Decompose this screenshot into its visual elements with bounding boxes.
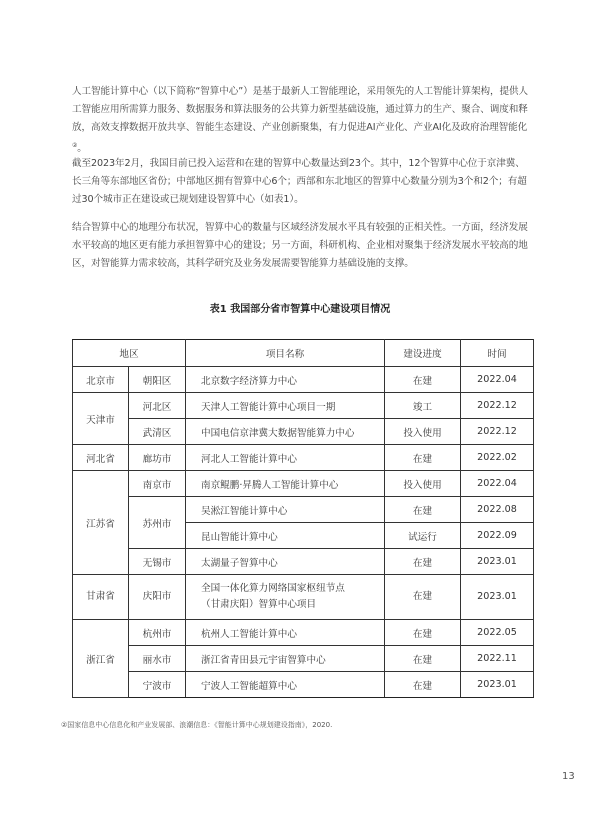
city-cell: 无锡市 xyxy=(129,549,186,575)
time-cell: 2023.01 xyxy=(461,549,534,575)
city-cell: 庆阳市 xyxy=(129,575,186,620)
status-cell: 在建 xyxy=(385,367,461,393)
city-cell: 杭州市 xyxy=(129,620,186,646)
table-row xyxy=(73,646,534,672)
project-line: 全国一体化算力网络国家枢纽节点 xyxy=(201,583,345,594)
status-cell: 在建 xyxy=(385,445,461,471)
status-cell: 在建 xyxy=(385,497,461,523)
table-caption: 表1 我国部分省市智算中心建设项目情况 xyxy=(209,304,391,315)
city-cell: 南京市 xyxy=(129,471,186,497)
table-row xyxy=(73,620,534,646)
status-cell: 试运行 xyxy=(385,523,461,549)
page-number: 13 xyxy=(562,771,575,782)
city-cell: 宁波市 xyxy=(129,672,186,698)
time-cell: 2023.01 xyxy=(461,575,534,620)
status-cell: 在建 xyxy=(385,575,461,620)
project-cell: 浙江省青田县元宇宙智算中心 xyxy=(186,646,385,672)
project-cell: 天津人工智能计算中心项目一期 xyxy=(186,393,385,419)
city-cell: 廊坊市 xyxy=(129,445,186,471)
table-row xyxy=(73,471,534,497)
table-row xyxy=(73,549,534,575)
stats-paragraph: 截至2023年2月，我国目前已投入运营和在建的智算中心数量达到23个。其中，12个智算中心位于京津冀、长三角等东部地区省份；中部地区拥有智算中心6个；西部和东北地区的智算中心数量分别为3个和2个；有超过30个城市正在建设或已规划建设智算中心（如表1）。 xyxy=(72,158,527,205)
table-row xyxy=(73,445,534,471)
projects-table xyxy=(72,339,534,698)
time-cell: 2022.04 xyxy=(461,471,534,497)
time-cell: 2022.05 xyxy=(461,620,534,646)
time-cell: 2022.11 xyxy=(461,646,534,672)
table-row xyxy=(73,672,534,698)
analysis-paragraph: 结合智算中心的地理分布状况，智算中心的数量与区域经济发展水平具有较强的正相关性。一方面，经济发展水平较高的地区更有能力承担智算中心的建设；另一方面，科研机构、企业相对聚集于经济发展水平较高的地区，对智能算力需求较高，其科学研究及业务发展需要智能算力基础设施的支撑。 xyxy=(72,222,528,269)
table-row xyxy=(73,419,534,445)
province-cell: 浙江省 xyxy=(73,620,129,698)
project-cell: 昆山智能计算中心 xyxy=(186,523,385,549)
status-cell: 在建 xyxy=(385,646,461,672)
project-cell: 中国电信京津冀大数据智能算力中心 xyxy=(186,419,385,445)
city-cell: 丽水市 xyxy=(129,646,186,672)
project-cell: 吴淞江智能计算中心 xyxy=(186,497,385,523)
city-cell: 朝阳区 xyxy=(129,367,186,393)
project-cell: 太湖量子智算中心 xyxy=(186,549,385,575)
header-time: 时间 xyxy=(461,340,534,367)
project-cell xyxy=(186,575,385,620)
city-cell: 武清区 xyxy=(129,419,186,445)
status-cell: 投入使用 xyxy=(385,419,461,445)
footnote-ref: ② xyxy=(72,142,78,149)
time-cell: 2022.02 xyxy=(461,445,534,471)
time-cell: 2022.12 xyxy=(461,393,534,419)
header-project: 项目名称 xyxy=(186,340,385,367)
status-cell: 投入使用 xyxy=(385,471,461,497)
city-cell: 苏州市 xyxy=(129,497,186,549)
province-cell: 北京市 xyxy=(73,367,129,393)
table-row xyxy=(73,393,534,419)
footnote: ②国家信息中心信息化和产业发展部、浪潮信息：《智能计算中心规划建设指南》，2020. xyxy=(61,721,333,729)
project-line: （甘肃庆阳）智算中心项目 xyxy=(201,599,317,610)
intro-paragraph: 人工智能计算中心（以下简称“智算中心”）是基于最新人工智能理论，采用领先的人工智能计算架构，提供人工智能应用所需算力服务、数据服务和算法服务的公共算力新型基础设施，通过算力的生产、聚合、调度和释放，高效支撑数据开放共享、智能生态建设、产业创新聚集，有力促进AI产业化、产业AI化及政府治理智能化②。 xyxy=(72,86,528,155)
status-cell: 竣工 xyxy=(385,393,461,419)
province-cell: 河北省 xyxy=(73,445,129,471)
time-cell: 2022.04 xyxy=(461,367,534,393)
project-cell: 北京数字经济算力中心 xyxy=(186,367,385,393)
time-cell: 2023.01 xyxy=(461,672,534,698)
province-cell: 甘肃省 xyxy=(73,575,129,620)
project-cell: 杭州人工智能计算中心 xyxy=(186,620,385,646)
table-row xyxy=(73,497,534,523)
header-region: 地区 xyxy=(73,340,186,367)
header-status: 建设进度 xyxy=(385,340,461,367)
province-cell: 天津市 xyxy=(73,393,129,445)
table-row xyxy=(73,575,534,620)
time-cell: 2022.08 xyxy=(461,497,534,523)
project-cell: 南京鲲鹏·昇腾人工智能计算中心 xyxy=(186,471,385,497)
table-row xyxy=(73,367,534,393)
project-cell: 宁波人工智能超算中心 xyxy=(186,672,385,698)
city-cell: 河北区 xyxy=(129,393,186,419)
time-cell: 2022.12 xyxy=(461,419,534,445)
table-header-row xyxy=(73,340,534,367)
status-cell: 在建 xyxy=(385,549,461,575)
province-cell: 江苏省 xyxy=(73,471,129,575)
status-cell: 在建 xyxy=(385,620,461,646)
status-cell: 在建 xyxy=(385,672,461,698)
project-cell: 河北人工智能计算中心 xyxy=(186,445,385,471)
time-cell: 2022.09 xyxy=(461,523,534,549)
